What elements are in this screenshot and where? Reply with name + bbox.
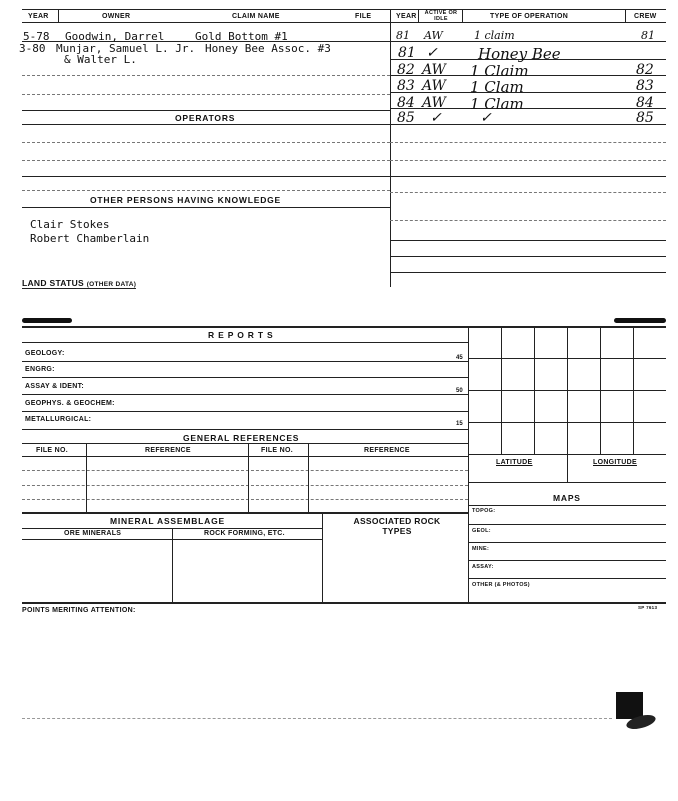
maps-rule — [468, 560, 666, 561]
reports-row-number: 50 — [456, 388, 463, 394]
refs-header-file-no: FILE NO. — [36, 447, 68, 454]
activity-type: ✓ — [480, 110, 492, 126]
activity-type: 1 Clam — [470, 78, 524, 96]
activity-status: AW — [422, 62, 446, 78]
maps-rule — [468, 505, 666, 506]
reports-row-number: 45 — [456, 355, 463, 361]
header-file: FILE — [355, 13, 372, 20]
maps-row-label: OTHER (& PHOTOS) — [472, 582, 530, 588]
row-rule — [22, 41, 390, 42]
row-rule — [22, 124, 390, 125]
activity-rule — [390, 160, 666, 161]
refs-rule — [22, 485, 468, 486]
activity-type: 1 claim — [474, 29, 515, 42]
knowledge-name: Clair Stokes — [30, 218, 110, 231]
owner-row-year: 3-80 — [19, 42, 46, 55]
scan-dashed-line — [22, 718, 612, 719]
row-rule — [22, 94, 390, 95]
reports-rule — [22, 377, 468, 378]
grid-line — [567, 326, 568, 482]
points-meriting-attention-label: POINTS MERITING ATTENTION: — [22, 607, 136, 614]
refs-header-reference-2: REFERENCE — [364, 447, 410, 454]
owner-row-year: 5-78 — [23, 30, 50, 43]
owner-row-claim: Gold Bottom #1 — [195, 30, 288, 43]
activity-crew: 84 — [636, 95, 654, 111]
activity-status: ✓ — [430, 110, 442, 126]
longitude-label: LONGITUDE — [593, 459, 637, 466]
maps-rule — [468, 542, 666, 543]
reports-row-label: METALLURGICAL: — [25, 416, 92, 423]
grid-line — [468, 390, 666, 391]
activity-crew: 82 — [636, 62, 654, 78]
tab-marker-left — [22, 318, 72, 323]
grid-line — [468, 482, 666, 483]
header-type-of-operation: TYPE OF OPERATION — [490, 13, 569, 20]
grid-line — [468, 422, 666, 423]
activity-year: 81 — [396, 29, 410, 42]
operators-label: OPERATORS — [175, 113, 236, 123]
land-status-label — [22, 278, 136, 289]
header-divider — [418, 9, 419, 23]
activity-status: AW — [422, 95, 446, 111]
maps-rule — [468, 578, 666, 579]
activity-crew: 83 — [636, 78, 654, 94]
reports-rule — [22, 361, 468, 362]
activity-rule — [390, 192, 666, 193]
activity-status: AW — [424, 29, 443, 42]
activity-status: ✓ — [426, 45, 438, 61]
row-rule — [22, 176, 390, 177]
maps-row-label: MINE: — [472, 546, 490, 552]
reports-rule — [22, 429, 468, 430]
row-rule — [22, 142, 390, 143]
latitude-label: LATITUDE — [496, 459, 533, 466]
refs-rule — [22, 499, 468, 500]
maps-row-label: TOPOG: — [472, 508, 496, 514]
refs-rule — [22, 443, 468, 444]
activity-rule — [390, 240, 666, 241]
land-status-subtitle: (OTHER DATA) — [86, 281, 137, 288]
form-top-rule — [22, 326, 666, 328]
reports-rule — [22, 394, 468, 395]
activity-rule — [390, 176, 666, 177]
reports-rule — [22, 342, 468, 343]
knowledge-label: OTHER PERSONS HAVING KNOWLEDGE — [90, 195, 282, 205]
activity-rule — [390, 142, 666, 143]
row-rule — [22, 75, 390, 76]
activity-rule — [390, 256, 666, 257]
owner-row-owner: & Walter L. — [64, 53, 137, 66]
owner-row-owner: Goodwin, Darrel — [65, 30, 165, 43]
reports-row-label: GEOPHYS. & GEOCHEM: — [25, 400, 115, 407]
owner-row-owner: Munjar, Samuel L. Jr. — [56, 42, 196, 55]
associated-rock-types-header: ASSOCIATED ROCK TYPES — [353, 516, 441, 536]
reports-title: R E P O R T S — [208, 330, 274, 340]
ore-minerals-header: ORE MINERALS — [64, 530, 122, 537]
header-divider — [462, 9, 463, 23]
owner-row-claim: Honey Bee Assoc. #3 — [205, 42, 331, 55]
general-references-title: GENERAL REFERENCES — [183, 433, 300, 443]
header-divider — [58, 9, 59, 23]
row-rule — [22, 160, 390, 161]
grid-line — [468, 454, 666, 455]
refs-rule — [22, 456, 468, 457]
refs-col-divider — [86, 443, 87, 512]
reports-row-label: ENGRG: — [25, 366, 55, 373]
maps-title: MAPS — [553, 493, 581, 503]
scan-mark — [616, 692, 643, 719]
center-divider — [390, 9, 391, 287]
header-bottom-rule — [22, 22, 666, 23]
tab-marker-right — [614, 318, 666, 323]
grid-line — [468, 358, 666, 359]
rock-forming-header: ROCK FORMING, ETC. — [204, 530, 285, 537]
header-year: YEAR — [28, 13, 49, 20]
row-rule — [22, 110, 390, 111]
activity-type: Honey Bee — [478, 45, 561, 63]
header-crew: CREW — [634, 13, 657, 20]
activity-year: 82 — [397, 62, 415, 78]
activity-rule — [390, 220, 666, 221]
reports-row-label: ASSAY & IDENT: — [25, 383, 85, 390]
header-owner: OWNER — [102, 13, 131, 20]
top-border — [22, 9, 666, 10]
mineral-col-divider — [322, 512, 323, 602]
maps-rule — [468, 524, 666, 525]
form-code: SP 7613 — [638, 605, 658, 610]
activity-type: 1 Clam — [470, 95, 524, 113]
header-claim-name: CLAIM NAME — [232, 13, 280, 20]
mineral-col-divider — [172, 528, 173, 602]
activity-type: 1 Claim — [470, 62, 529, 80]
activity-year: 85 — [397, 110, 415, 126]
activity-year: 84 — [397, 95, 415, 111]
reports-rule — [22, 411, 468, 412]
maps-row-label: ASSAY: — [472, 564, 494, 570]
activity-year: 83 — [397, 78, 415, 94]
header-year-right: YEAR — [396, 13, 417, 20]
maps-row-label: GEOL: — [472, 528, 491, 534]
reports-row-number: 15 — [456, 421, 463, 427]
refs-rule — [22, 470, 468, 471]
knowledge-name: Robert Chamberlain — [30, 232, 150, 245]
header-divider — [625, 9, 626, 23]
activity-crew: 81 — [641, 29, 655, 42]
activity-status: AW — [422, 78, 446, 94]
refs-col-divider — [248, 443, 249, 512]
refs-col-divider — [308, 443, 309, 512]
mineral-assemblage-title: MINERAL ASSEMBLAGE — [110, 516, 225, 526]
activity-rule — [390, 272, 666, 273]
land-status-title: LAND STATUS — [22, 278, 85, 288]
refs-rule — [22, 512, 468, 514]
refs-header-reference: REFERENCE — [145, 447, 191, 454]
header-active-idle: ACTIVE OR IDLE — [424, 10, 458, 22]
form-bottom-rule — [22, 602, 666, 604]
row-rule — [22, 190, 390, 191]
refs-header-file-no-2: FILE NO. — [261, 447, 293, 454]
activity-crew: 85 — [636, 110, 654, 126]
row-rule — [22, 207, 390, 208]
activity-year: 81 — [398, 45, 416, 61]
reports-row-label: GEOLOGY: — [25, 350, 65, 357]
